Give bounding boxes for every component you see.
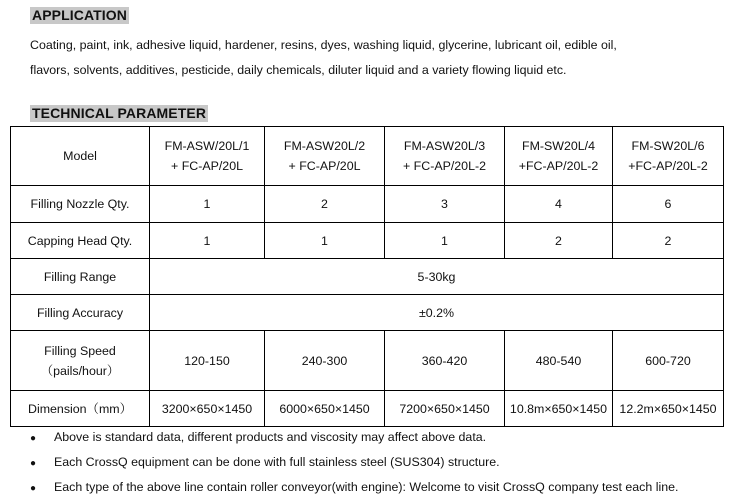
row-label-filling-nozzle: Filling Nozzle Qty. <box>11 186 150 223</box>
row-label-filling-accuracy: Filling Accuracy <box>11 295 150 331</box>
row-label-capping-head: Capping Head Qty. <box>11 223 150 259</box>
note-item: ● Each CrossQ equipment can be done with full stainless steel (SUS304) structure. <box>30 453 500 471</box>
table-cell: 2 <box>505 223 613 259</box>
row-label-model: Model <box>11 127 150 186</box>
table-row-filling-range <box>11 259 724 295</box>
table-row-filling-nozzle <box>11 186 724 223</box>
table-cell: 6 <box>613 186 724 223</box>
table-row-model <box>11 127 724 186</box>
table-cell: 6000×650×1450 <box>265 391 385 427</box>
model-cell: FM-ASW/20L/1 + FC-AP/20L <box>150 127 265 186</box>
row-label-filling-speed: Filling Speed （pails/hour） <box>11 331 150 391</box>
application-text <box>30 33 720 83</box>
note-item: ● Above is standard data, different products and viscosity may affect above data. <box>30 428 486 446</box>
table-row-filling-accuracy <box>11 295 724 331</box>
table-cell: 3200×650×1450 <box>150 391 265 427</box>
table-cell: 360-420 <box>385 331 505 391</box>
model-cell: FM-ASW20L/3 + FC-AP/20L-2 <box>385 127 505 186</box>
table-cell: 1 <box>150 223 265 259</box>
table-row-dimension <box>11 391 724 427</box>
filling-range-value: 5-30kg <box>150 259 724 295</box>
technical-parameter-heading: TECHNICAL PARAMETER <box>32 105 207 121</box>
table-cell: 1 <box>265 223 385 259</box>
table-cell: 10.8m×650×1450 <box>505 391 613 427</box>
application-line: Coating, paint, ink, adhesive liquid, hardener, resins, dyes, washing liquid, glycerine, lubricant oil, edible oil, <box>30 38 617 52</box>
model-cell: FM-SW20L/6 +FC-AP/20L-2 <box>613 127 724 186</box>
bullet-icon: ● <box>30 483 37 494</box>
table-cell: 4 <box>505 186 613 223</box>
table-cell: 1 <box>385 223 505 259</box>
row-label-filling-range: Filling Range <box>11 259 150 295</box>
table-row-capping-head <box>11 223 724 259</box>
table-cell: 600-720 <box>613 331 724 391</box>
table-cell: 2 <box>613 223 724 259</box>
table-cell: 120-150 <box>150 331 265 391</box>
filling-accuracy-value: ±0.2% <box>150 295 724 331</box>
table-row-filling-speed <box>11 331 724 391</box>
bullet-icon: ● <box>30 458 37 469</box>
row-label-dimension: Dimension（mm） <box>11 391 150 427</box>
table-cell: 1 <box>150 186 265 223</box>
model-cell: FM-ASW20L/2 + FC-AP/20L <box>265 127 385 186</box>
technical-parameter-table <box>10 126 724 427</box>
table-cell: 7200×650×1450 <box>385 391 505 427</box>
note-item: ● Each type of the above line contain roller conveyor(with engine): Welcome to visit CrossQ company test each line. <box>30 478 678 496</box>
bullet-icon: ● <box>30 433 37 444</box>
table-cell: 240-300 <box>265 331 385 391</box>
application-heading: APPLICATION <box>32 7 127 23</box>
table-cell: 2 <box>265 186 385 223</box>
model-cell: FM-SW20L/4 +FC-AP/20L-2 <box>505 127 613 186</box>
table-cell: 3 <box>385 186 505 223</box>
application-line: flavors, solvents, additives, pesticide, daily chemicals, diluter liquid and a variety flowing liquid etc. <box>30 63 567 77</box>
table-cell: 12.2m×650×1450 <box>613 391 724 427</box>
table-cell: 480-540 <box>505 331 613 391</box>
